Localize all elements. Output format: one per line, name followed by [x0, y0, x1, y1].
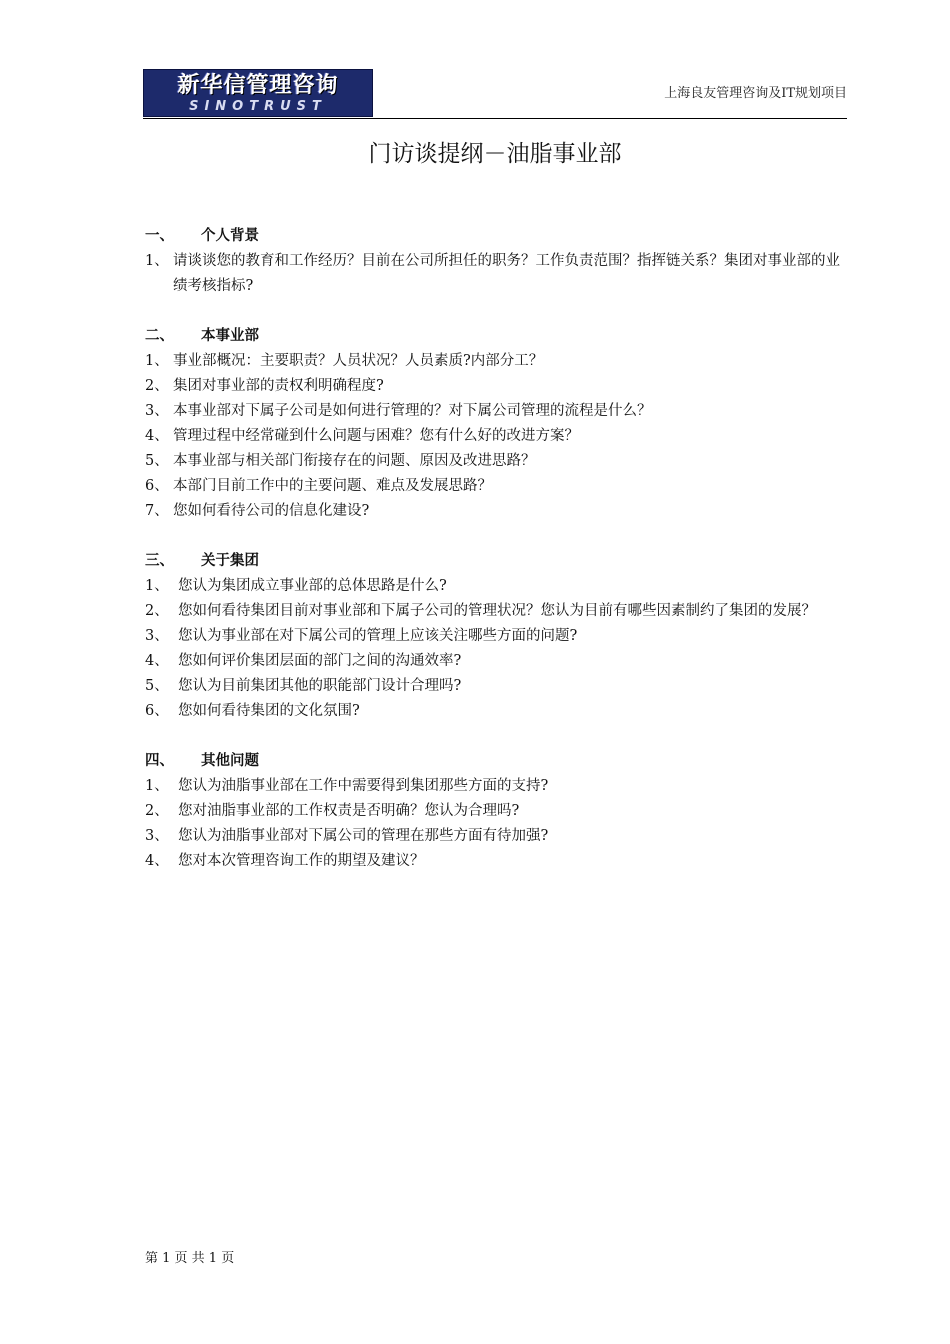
- list-item: [145, 774, 848, 799]
- logo-english-text: SINOTRUST: [189, 99, 327, 114]
- item-number: 1、: [145, 253, 169, 269]
- list-item: [145, 499, 848, 524]
- list-item: [145, 699, 848, 724]
- logo-chinese-text: 新华信管理咨询: [177, 73, 339, 98]
- list-item: [145, 424, 848, 449]
- company-logo: [143, 69, 373, 117]
- project-name: 上海良友管理咨询及IT规划项目: [664, 86, 847, 101]
- item-text: 本事业部对下属子公司是如何进行管理的？对下属公司管理的流程是什么？: [173, 403, 652, 419]
- item-number: 5、: [145, 453, 169, 469]
- section-number: 四、: [145, 753, 174, 769]
- list-item: [145, 824, 848, 849]
- list-item: [145, 399, 848, 424]
- item-text: 请谈谈您的教育和工作经历？目前在公司所担任的职务？工作负责范围？指挥链关系？集团对事业部的业绩考核指标?: [173, 253, 840, 294]
- document-title: 门访谈提纲－油脂事业部: [368, 141, 622, 167]
- item-number: 4、: [145, 853, 169, 869]
- item-number: 6、: [145, 703, 169, 719]
- item-text: 集团对事业部的责权利明确程度?: [173, 378, 384, 394]
- item-text: 您对油脂事业部的工作权责是否明确？您认为合理吗?: [178, 803, 520, 819]
- list-item: [145, 599, 848, 624]
- list-item: [145, 649, 848, 674]
- item-text: 您对本次管理咨询工作的期望及建议？: [178, 853, 425, 869]
- list-item: [145, 474, 848, 499]
- section-other-questions: [145, 749, 848, 874]
- item-text: 您如何评价集团层面的部门之间的沟通效率?: [178, 653, 462, 669]
- section-about-group: [145, 549, 848, 724]
- item-number: 4、: [145, 428, 169, 444]
- list-item: [145, 799, 848, 824]
- item-text: 您如何看待集团目前对事业部和下属子公司的管理状况？您认为目前有哪些因素制约了集团的发展？: [178, 603, 816, 619]
- section-number: 二、: [145, 328, 174, 344]
- item-text: 您认为油脂事业部对下属公司的管理在那些方面有待加强?: [178, 828, 549, 844]
- item-text: 事业部概况：主要职责？人员状况？人员素质?内部分工？: [173, 353, 544, 369]
- document-body: [145, 224, 848, 899]
- item-number: 3、: [145, 828, 169, 844]
- item-number: 3、: [145, 628, 169, 644]
- item-text: 您认为事业部在对下属公司的管理上应该关注哪些方面的问题?: [178, 628, 578, 644]
- section-personal-background: [145, 224, 848, 299]
- section-heading: [145, 324, 848, 349]
- section-title: 关于集团: [201, 553, 259, 569]
- item-text: 您如何看待公司的信息化建设?: [173, 503, 370, 519]
- item-number: 1、: [145, 353, 169, 369]
- item-number: 2、: [145, 803, 169, 819]
- section-heading: [145, 224, 848, 249]
- item-text: 本部门目前工作中的主要问题、难点及发展思路？: [173, 478, 492, 494]
- list-item: [145, 574, 848, 599]
- item-number: 2、: [145, 378, 169, 394]
- list-item: [145, 349, 848, 374]
- section-business-unit: [145, 324, 848, 524]
- list-item: [145, 449, 848, 474]
- list-item: [145, 674, 848, 699]
- section-number: 一、: [145, 228, 174, 244]
- section-heading: [145, 749, 848, 774]
- item-number: 1、: [145, 778, 169, 794]
- item-text: 本事业部与相关部门衔接存在的问题、原因及改进思路？: [173, 453, 536, 469]
- section-heading: [145, 549, 848, 574]
- item-text: 您认为油脂事业部在工作中需要得到集团那些方面的支持?: [178, 778, 549, 794]
- page-header: [143, 68, 847, 119]
- item-number: 4、: [145, 653, 169, 669]
- section-title: 个人背景: [201, 228, 259, 244]
- list-item: [145, 849, 848, 874]
- list-item: [145, 374, 848, 399]
- list-item: [145, 249, 848, 299]
- item-text: 您认为集团成立事业部的总体思路是什么?: [178, 578, 447, 594]
- section-title: 其他问题: [201, 753, 259, 769]
- item-number: 7、: [145, 503, 169, 519]
- item-text: 管理过程中经常碰到什么问题与困难？您有什么好的改进方案？: [173, 428, 579, 444]
- item-number: 2、: [145, 603, 169, 619]
- item-text: 您认为目前集团其他的职能部门设计合理吗?: [178, 678, 462, 694]
- item-number: 3、: [145, 403, 169, 419]
- item-number: 5、: [145, 678, 169, 694]
- item-number: 6、: [145, 478, 169, 494]
- section-number: 三、: [145, 553, 174, 569]
- item-text: 您如何看待集团的文化氛围?: [178, 703, 360, 719]
- item-number: 1、: [145, 578, 169, 594]
- list-item: [145, 624, 848, 649]
- section-title: 本事业部: [201, 328, 259, 344]
- page-footer: 第 1 页 共 1 页: [145, 1251, 235, 1266]
